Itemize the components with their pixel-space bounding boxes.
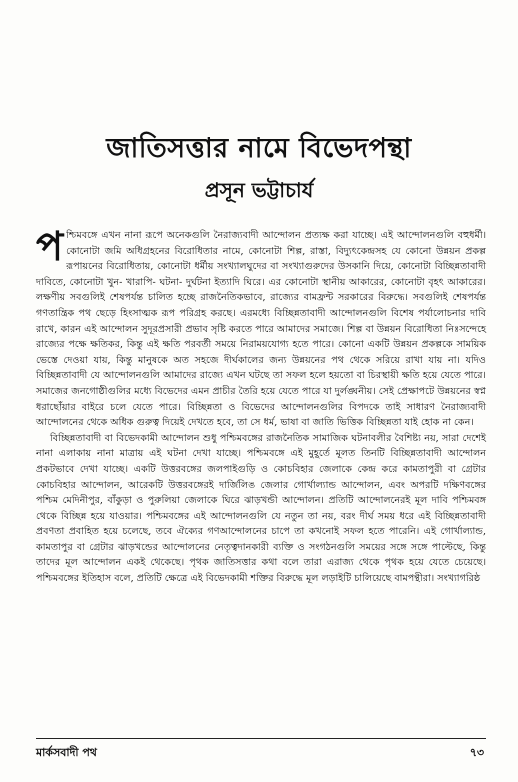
paragraph-1 — [36, 223, 486, 431]
article-body — [36, 223, 486, 587]
article-title: জাতিসত্তার নামে বিভেদপন্থা — [106, 133, 412, 164]
page-number: ৭৩ — [469, 746, 484, 759]
publication-name: মার্কসবাদী পথ — [36, 746, 97, 759]
footer-rule — [36, 738, 486, 739]
paragraph-1-text: শ্চিমবঙ্গে এখন নানা রূপে অনেকগুলি নৈরাজ্যবাদী আন্দোলন প্রত্যক্ষ করা যাচ্ছে। এই আন্দোলনগুলি বহুধর্মী। কোনোটা জমি অধিগ্রহনের বিরোধিতার নামে, কোনোটা শিল্প, রাস্তা, বিদ্যুৎকেন্দ্রসহ যে কোনো উন্নয়ন প্রকল্প রূপায়নের বিরোধিতায়, কোনোটা ধর্মীয় সংখ্যালঘুদের বা সংখ্যাগুরুদের উসকানি দিয়ে, কোনোটা বিচ্ছিন্নতাবাদী দাবিতে, কোনোটা খুন- খারাপি- ঘটনা- দুর্ঘটনা ইত্যাদি ঘিরে। এর কোনোটা স্থানীয় আকারের, কোনোটা বৃহৎ আকারের। লক্ষণীয় সবগুলিই শেষপর্যন্ত চালিত হচ্ছে রাজনৈতিকভাবে, রাজ্যের বামফ্রন্ট সরকারের বিরুদ্ধে। সবগুলিই শেষপর্যন্ত গণতান্ত্রিক পথ ছেড়ে হিংসাত্মক রূপ পরিগ্রহ করছে। এরমধ্যে বিচ্ছিন্নতাবাদী আন্দোলনগুলি বিশেষ পর্যালোচনার দাবি রাখে, কারন এই আন্দোলন সুদূরপ্রসারী প্রভাব সৃষ্টি করতে পারে আমাদের সমাজে। শিল্প বা উন্নয়ন বিরোধিতা নিঃসন্দেহে রাজ্যের পক্ষে ক্ষতিকর, কিন্তু এই ক্ষতি পরবর্তী সময়ে নিরাময়যোগ্য হতে পারে। কোনো একটি উন্নয়ন প্রকল্পকে সাময়িক ভেস্তে দেওয়া যায়, কিন্তু মানুষকে অত সহজে দীর্ঘকালের জন্য উন্নয়নের পথ থেকে সরিয়ে রাখা যায় না। যদিও বিচ্ছিন্নতাবাদী যে আন্দোলনগুলি আমাদের রাজ্যে এখন ঘটছে তা সফল হলে হয়তো বা চিরস্থায়ী ক্ষতি হয়ে যেতে পারে। সমাজের জনগোষ্ঠীগুলির মধ্যে বিভেদের এমন প্রাচীর তৈরি হয়ে যেতে পারে যা দুর্লঙ্ঘনীয়। সেই প্রেক্ষাপটে উন্নয়নের স্বপ্ন ধরাছোঁয়ার বাইরে চলে যেতে পারে। বিচ্ছিন্নতা ও বিভেদের আন্দোলনগুলির বিপদকে তাই সাধারণ নৈরাজ্যবাদী আন্দোলনের থেকে অধিক গুরুত্ব দিয়েই দেখতে হবে, তা সে ধর্ম, ভাষা বা জাতি ভিত্তিক বিচ্ছিন্নতা যাই হোক না কেন। — [36, 230, 486, 429]
drop-cap: প — [36, 223, 64, 270]
article-author: প্রসূন ভট্টাচার্য — [204, 178, 314, 202]
paragraph-2: বিচ্ছিন্নতাবাদী বা বিভেদকামী আন্দোলন শুধু পশ্চিমবঙ্গের রাজনৈতিক সামাজিক ঘটনাবলীর বৈশিষ্ট্য নয়, সারা দেশেই নানা এলাকায় নানা মাত্রায় এই ঘটনা দেখা যাচ্ছে। পশ্চিমবঙ্গে এই মুহূর্তে মূলত তিনটি বিচ্ছিন্নতাবাদী আন্দোলন প্রকটভাবে দেখা যাচ্ছে। একটি উত্তরবঙ্গের জলপাইগুড়ি ও কোচবিহার জেলাকে কেন্দ্র করে কামতাপুরী বা গ্রেটার কোচবিহার আন্দোলন, আরেকটি উত্তরবঙ্গেরই দার্জিলিঙ জেলার গোর্খাল্যান্ড আন্দোলন, এবং অপরটি দক্ষিণবঙ্গের পশ্চিম মেদিনীপুর, বাঁকুড়া ও পুরুলিয়া জেলাকে ঘিরে ঝাড়খন্ডী আন্দোলন। প্রতিটি আন্দোলনেরই মূল দাবি পশ্চিমবঙ্গ থেকে বিচ্ছিন্ন হয়ে যাওয়ার। পশ্চিমবঙ্গের এই আন্দোলনগুলি যে নতুন তা নয়, বরং দীর্ঘ সময় ধরে এই বিচ্ছিন্নতাবাদী প্রবণতা প্রবাহিত হয়ে চলেছে, তবে ঐক্যের গণআন্দোলনের চাপে তা কখনোই সফল হতে পারেনি। এই গোর্খাল্যান্ড, কামতাপুর বা গ্রেটার ঝাড়খন্ডের আন্দোলনের নেতৃত্বদানকারী ব্যক্তি ও সংগঠনগুলি সময়ের সঙ্গে সঙ্গে পাল্টেছে, কিন্তু তাদের মূল আন্দোলন একই থেকেছে। পৃথক জাতিসত্তার কথা বলে তারা এরাজ্য থেকে পৃথক হয়ে যেতে চেয়েছে। পশ্চিমবঙ্গের ইতিহাস বলে, প্রতিটি ক্ষেত্রে এই বিভেদকামী শক্তির বিরুদ্ধে মূল লড়াইটি চালিয়েছে বামপন্থীরা। সংখ্যাগরিষ্ঠ — [36, 432, 486, 585]
